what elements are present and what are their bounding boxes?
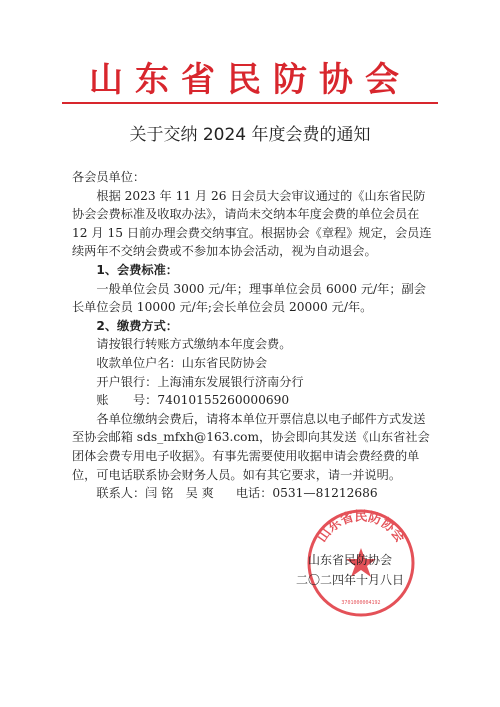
section-fee-standard-heading: 1、会费标准：	[96, 262, 178, 277]
invoice-paragraph: 各单位缴纳会费后，请将本单位开票信息以电子邮件方式发送至协会邮箱 sds_mfxh@163.com，协会即向其发送《山东省社会团体会费专用电子收据》。有事先需要使用收据申请会费经费的单位，可电话联系协会财务人员。如有其它要求，请一并说明。	[72, 411, 430, 482]
phone-label: 电话：	[235, 486, 273, 501]
seal-number: 3701000004192	[341, 600, 381, 606]
bank-line: 开户银行：上海浦东发展银行济南分行	[96, 374, 304, 389]
phone-number: 0531—81212686	[272, 486, 378, 501]
salutation: 各会员单位：	[72, 170, 146, 184]
section-payment-heading: 2、缴费方式：	[96, 318, 178, 333]
svg-text:山东省民防协会	[315, 509, 408, 545]
account-number: 74010155260000690	[157, 393, 290, 408]
signature-org: 山东省民防协会	[308, 553, 393, 567]
account-line	[72, 391, 432, 410]
notice-title: 关于交纳 2024 年度会费的通知	[129, 125, 371, 145]
contact-line	[72, 484, 432, 503]
contact-label: 联系人：	[96, 486, 146, 501]
fee-standard-paragraph: 一般单位会员 3000 元/年；理事单位会员 6000 元/年；副会长单位会员 10000 元/年;会长单位会员 20000 元/年。	[72, 281, 426, 315]
letterhead-title: 山东省民防协会	[89, 60, 411, 100]
intro-paragraph: 根据 2023 年 11 月 26 日会员大会审议通过的《山东省民防协会会费标准及收取办法》，请尚未交纳本年度会费的单位会员在 12 月 15 日前办理会费交纳事宜。根据协会《章程》规定，会员连续两年不交纳会费或不参加本协会活动，视为自动退会。	[72, 188, 432, 259]
payment-method-line: 请按银行转账方式缴纳本年度会费。	[96, 337, 292, 352]
account-label: 账 号：	[96, 393, 158, 408]
notice-body	[72, 168, 432, 503]
letterhead-divider	[62, 102, 438, 104]
contact-names: 闫 铭 吴 爽	[145, 486, 214, 501]
seal-text: 山东省民防协会	[314, 509, 408, 546]
payee-line: 收款单位户名：山东省民防协会	[96, 355, 268, 370]
signature-date: 二〇二四年十月八日	[296, 573, 405, 587]
